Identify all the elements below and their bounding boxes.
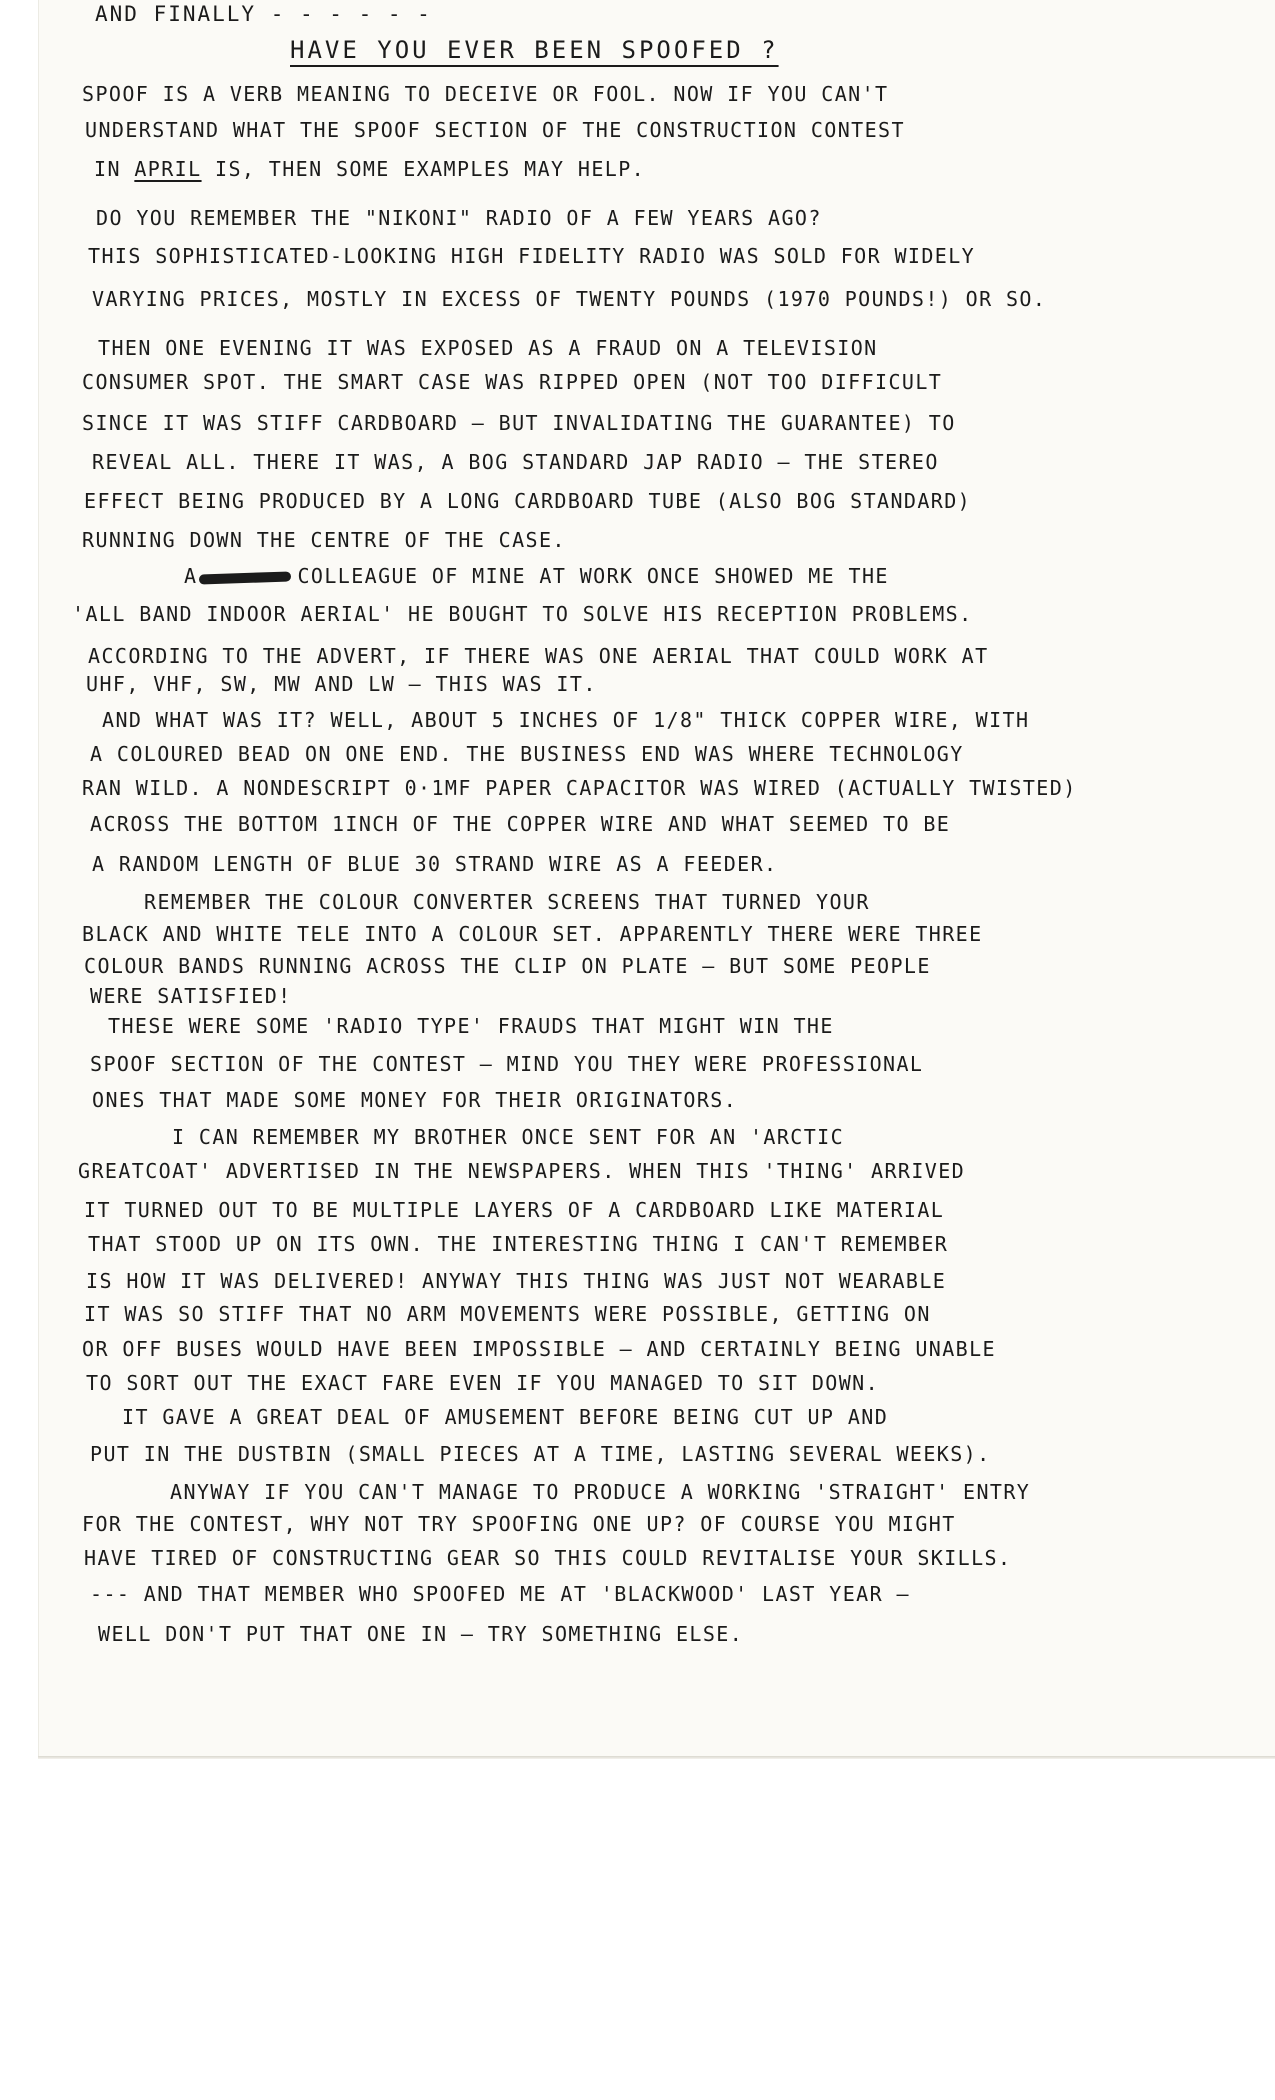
text-line: RAN WILD. A NONDESCRIPT 0·1ΜF PAPER CAPACITOR WAS WIRED (ACTUALLY TWISTED) xyxy=(82,776,1077,800)
text-line: SPOOF SECTION OF THE CONTEST — MIND YOU THEY WERE PROFESSIONAL xyxy=(90,1052,924,1076)
text-line: SINCE IT WAS STIFF CARDBOARD — BUT INVALIDATING THE GUARANTEE) TO xyxy=(82,411,956,435)
text-line: I CAN REMEMBER MY BROTHER ONCE SENT FOR AN 'ARCTIC xyxy=(172,1125,845,1149)
text-line: COLOUR BANDS RUNNING ACROSS THE CLIP ON PLATE — BUT SOME PEOPLE xyxy=(84,954,931,978)
text-line: REVEAL ALL. THERE IT WAS, A BOG STANDARD JAP RADIO — THE STEREO xyxy=(92,450,939,474)
text-line: WELL DON'T PUT THAT ONE IN — TRY SOMETHING ELSE. xyxy=(98,1622,744,1646)
text-line: SPOOF IS A VERB MEANING TO DECEIVE OR FOOL. NOW IF YOU CAN'T xyxy=(82,82,889,106)
text-line: HAVE TIRED OF CONSTRUCTING GEAR SO THIS COULD REVITALISE YOUR SKILLS. xyxy=(84,1546,1012,1570)
text-line: AND WHAT WAS IT? WELL, ABOUT 5 INCHES OF 1/8" THICK COPPER WIRE, WITH xyxy=(102,708,1030,732)
text-line: IT GAVE A GREAT DEAL OF AMUSEMENT BEFORE BEING CUT UP AND xyxy=(122,1405,889,1429)
text-line: ACCORDING TO THE ADVERT, IF THERE WAS ONE AERIAL THAT COULD WORK AT xyxy=(88,644,989,668)
underlined-word: APRIL xyxy=(134,157,202,181)
text-line: ACROSS THE BOTTOM 1INCH OF THE COPPER WIRE AND WHAT SEEMED TO BE xyxy=(90,812,951,836)
text-line: THAT STOOD UP ON ITS OWN. THE INTERESTING THING I CAN'T REMEMBER xyxy=(88,1232,949,1256)
crossed-out-word xyxy=(199,571,291,584)
text-line: IS HOW IT WAS DELIVERED! ANYWAY THIS THING WAS JUST NOT WEARABLE xyxy=(86,1269,947,1293)
text-line xyxy=(94,157,645,181)
text-fragment: A xyxy=(184,564,198,588)
paper-bottom-edge xyxy=(38,1756,1275,1759)
text-line: GREATCOAT' ADVERTISED IN THE NEWSPAPERS. WHEN THIS 'THING' ARRIVED xyxy=(78,1159,966,1183)
text-line xyxy=(184,564,889,588)
text-line: A COLOURED BEAD ON ONE END. THE BUSINESS END WAS WHERE TECHNOLOGY xyxy=(90,742,964,766)
text-line: PUT IN THE DUSTBIN (SMALL PIECES AT A TIME, LASTING SEVERAL WEEKS). xyxy=(90,1442,991,1466)
text-line: UNDERSTAND WHAT THE SPOOF SECTION OF THE CONSTRUCTION CONTEST xyxy=(85,118,905,142)
text-line: FOR THE CONTEST, WHY NOT TRY SPOOFING ONE UP? OF COURSE YOU MIGHT xyxy=(82,1512,956,1536)
text-line: THEN ONE EVENING IT WAS EXPOSED AS A FRAUD ON A TELEVISION xyxy=(98,336,878,360)
text-line: OR OFF BUSES WOULD HAVE BEEN IMPOSSIBLE — AND CERTAINLY BEING UNABLE xyxy=(82,1337,996,1361)
text-fragment: COLLEAGUE OF MINE AT WORK ONCE SHOWED ME THE xyxy=(297,564,889,588)
text-line: DO YOU REMEMBER THE "NIKONI" RADIO OF A FEW YEARS AGO? xyxy=(96,206,822,230)
article-title: HAVE YOU EVER BEEN SPOOFED ? xyxy=(290,36,779,64)
text-line: WERE SATISFIED! xyxy=(90,984,292,1008)
text-line: CONSUMER SPOT. THE SMART CASE WAS RIPPED OPEN (NOT TOO DIFFICULT xyxy=(82,370,943,394)
text-line: IT WAS SO STIFF THAT NO ARM MOVEMENTS WERE POSSIBLE, GETTING ON xyxy=(84,1302,931,1326)
text-line: A RANDOM LENGTH OF BLUE 30 STRAND WIRE AS A FEEDER. xyxy=(92,852,778,876)
text-line: REMEMBER THE COLOUR CONVERTER SCREENS THAT TURNED YOUR xyxy=(144,890,870,914)
text-line: --- AND THAT MEMBER WHO SPOOFED ME AT 'BLACKWOOD' LAST YEAR — xyxy=(90,1582,910,1606)
text-fragment: IS, THEN SOME EXAMPLES MAY HELP. xyxy=(215,157,646,181)
text-line: VARYING PRICES, MOSTLY IN EXCESS OF TWENTY POUNDS (1970 POUNDS!) OR SO. xyxy=(92,287,1047,311)
text-line: UHF, VHF, SW, MW AND LW — THIS WAS IT. xyxy=(86,672,597,696)
text-line: THESE WERE SOME 'RADIO TYPE' FRAUDS THAT MIGHT WIN THE xyxy=(108,1014,834,1038)
text-line: IT TURNED OUT TO BE MULTIPLE LAYERS OF A CARDBOARD LIKE MATERIAL xyxy=(84,1198,945,1222)
text-line: 'ALL BAND INDOOR AERIAL' HE BOUGHT TO SOLVE HIS RECEPTION PROBLEMS. xyxy=(72,602,973,626)
text-line: RUNNING DOWN THE CENTRE OF THE CASE. xyxy=(82,528,566,552)
text-fragment: IN xyxy=(94,157,121,181)
text-line: TO SORT OUT THE EXACT FARE EVEN IF YOU MANAGED TO SIT DOWN. xyxy=(86,1371,880,1395)
text-line: ONES THAT MADE SOME MONEY FOR THEIR ORIGINATORS. xyxy=(92,1088,738,1112)
text-line: THIS SOPHISTICATED-LOOKING HIGH FIDELITY RADIO WAS SOLD FOR WIDELY xyxy=(88,244,976,268)
kicker-heading: AND FINALLY - - - - - - xyxy=(95,2,432,26)
text-line: BLACK AND WHITE TELE INTO A COLOUR SET. APPARENTLY THERE WERE THREE xyxy=(82,922,983,946)
text-line: EFFECT BEING PRODUCED BY A LONG CARDBOARD TUBE (ALSO BOG STANDARD) xyxy=(84,489,972,513)
text-line: ANYWAY IF YOU CAN'T MANAGE TO PRODUCE A WORKING 'STRAIGHT' ENTRY xyxy=(170,1480,1031,1504)
